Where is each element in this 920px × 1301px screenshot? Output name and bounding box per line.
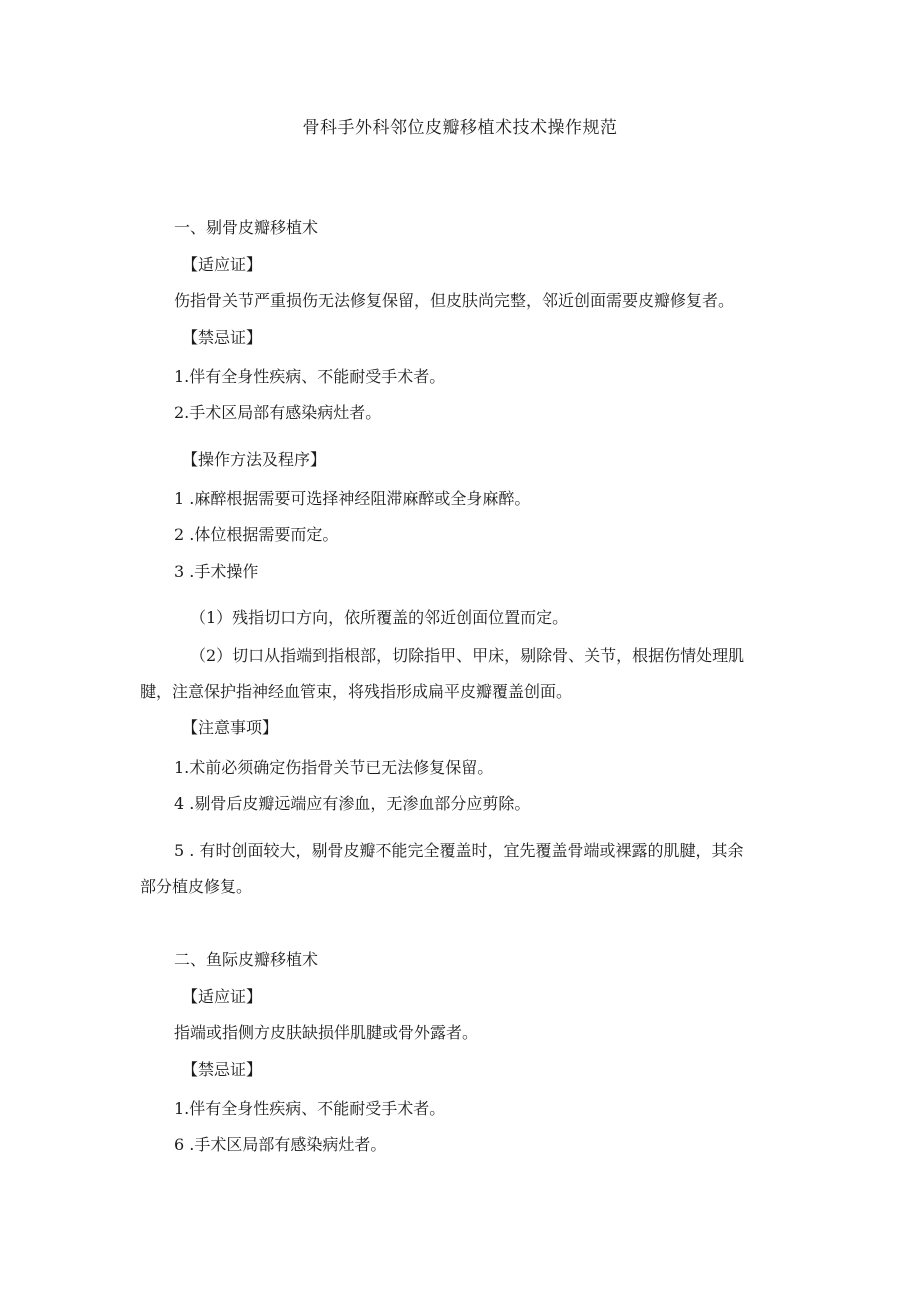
contraindication-item: 1.伴有全身性疾病、不能耐受手术者。: [174, 1099, 446, 1118]
section-heading: 二、鱼际皮瓣移植术: [174, 950, 319, 969]
contraindication-item: 1.伴有全身性疾病、不能耐受手术者。: [174, 367, 446, 386]
note-item: 4 .剔骨后皮瓣远端应有渗血，无渗血部分应剪除。: [174, 794, 531, 813]
indications-label: 【适应证】: [182, 255, 263, 274]
note-item: 5 . 有时创面较大，剔骨皮瓣不能完全覆盖时，宜先覆盖骨端或裸露的肌腱，其余: [174, 841, 744, 860]
note-item: 1.术前必须确定伤指骨关节已无法修复保留。: [174, 758, 494, 777]
contraindication-item: 2.手术区局部有感染病灶者。: [174, 403, 382, 422]
contraindications-label: 【禁忌证】: [182, 1060, 263, 1079]
contraindications-label: 【禁忌证】: [182, 328, 263, 347]
procedure-item: 2 .体位根据需要而定。: [174, 525, 339, 544]
section-heading: 一、剔骨皮瓣移植术: [174, 218, 319, 237]
indications-text: 伤指骨关节严重损伤无法修复保留，但皮肤尚完整，邻近创面需要皮瓣修复者。: [174, 291, 735, 310]
procedure-subitem-continued: 腱，注意保护指神经血管束，将残指形成扁平皮瓣覆盖创面。: [140, 682, 573, 701]
document-title: 骨科手外科邻位皮瓣移植术技术操作规范: [302, 118, 618, 138]
procedure-label: 【操作方法及程序】: [182, 450, 327, 469]
procedure-subitem: （1）残指切口方向，依所覆盖的邻近创面位置而定。: [190, 608, 569, 627]
procedure-item: 1 .麻醉根据需要可选择神经阻滞麻醉或全身麻醉。: [174, 489, 531, 508]
notes-label: 【注意事项】: [182, 718, 279, 737]
procedure-subitem: （2）切口从指端到指根部，切除指甲、甲床，剔除骨、关节，根据伤情处理肌: [190, 646, 745, 665]
contraindication-item: 6 .手术区局部有感染病灶者。: [174, 1135, 387, 1154]
note-item-continued: 部分植皮修复。: [140, 877, 253, 896]
indications-text: 指端或指侧方皮肤缺损伴肌腱或骨外露者。: [174, 1023, 479, 1042]
indications-label: 【适应证】: [182, 987, 263, 1006]
procedure-item: 3 .手术操作: [174, 562, 259, 581]
